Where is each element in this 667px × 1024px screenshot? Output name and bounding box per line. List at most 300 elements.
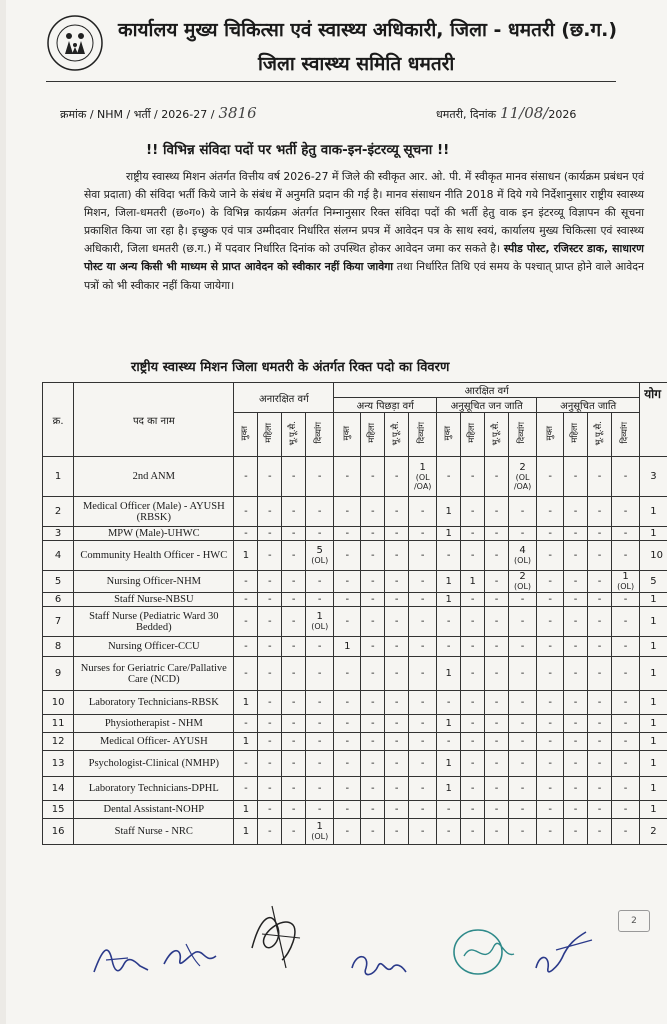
vacancy-cell: 1 xyxy=(461,571,485,593)
signature-4-icon xyxy=(346,944,412,986)
table-row xyxy=(43,571,667,593)
vacancy-cell: - xyxy=(385,691,409,715)
vacancy-cell: - xyxy=(588,571,612,593)
reference-handwritten-number: 3816 xyxy=(218,104,257,122)
row-post-name: 2nd ANM xyxy=(74,457,234,497)
vacancy-cell: - xyxy=(385,819,409,845)
vacancy-cell: - xyxy=(537,607,564,637)
vacancy-cell: - xyxy=(537,527,564,541)
vacancy-cell: - xyxy=(234,751,258,777)
row-total: 1 xyxy=(640,593,667,607)
vacancy-cell: - xyxy=(361,751,385,777)
row-serial: 15 xyxy=(43,801,74,819)
row-post-name: Nursing Officer-NHM xyxy=(74,571,234,593)
vacancy-cell: - xyxy=(258,777,282,801)
vacancy-cell: - xyxy=(385,497,409,527)
row-total: 10 xyxy=(640,541,667,571)
vacancy-cell: - xyxy=(334,541,361,571)
vacancy-cell: - xyxy=(282,527,306,541)
vacancy-count: 2 xyxy=(519,461,526,473)
vacancy-cell: - xyxy=(588,733,612,751)
row-total: 1 xyxy=(640,777,667,801)
vacancy-cell: - xyxy=(385,607,409,637)
vacancy-cell: - xyxy=(409,571,437,593)
vacancy-cell: - xyxy=(588,607,612,637)
vacancy-cell: - xyxy=(306,571,334,593)
vacancy-note: (OL) xyxy=(311,556,329,565)
vacancy-cell: - xyxy=(361,657,385,691)
vacancy-cell: - xyxy=(564,541,588,571)
row-serial: 7 xyxy=(43,607,74,637)
vacancy-cell: - xyxy=(564,691,588,715)
vacancy-cell: - xyxy=(588,497,612,527)
vacancy-cell: - xyxy=(461,527,485,541)
vacancy-cell: - xyxy=(509,715,537,733)
table-row xyxy=(43,751,667,777)
vacancy-cell: - xyxy=(461,691,485,715)
vacancy-note: (OL) xyxy=(514,556,532,565)
subcategory-label: महिला xyxy=(264,423,275,443)
col-header-unreserved: अनारक्षित वर्ग xyxy=(234,383,334,413)
vacancy-cell: - xyxy=(282,607,306,637)
vacancy-cell: - xyxy=(409,607,437,637)
row-total: 1 xyxy=(640,637,667,657)
vacancy-cell xyxy=(509,457,537,497)
vacancy-cell: - xyxy=(282,733,306,751)
subcategory-label: मुक्त xyxy=(544,425,555,441)
signature-6-icon xyxy=(526,922,606,986)
row-serial: 4 xyxy=(43,541,74,571)
office-subtitle: जिला स्वास्थ्य समिति धमतरी xyxy=(258,53,455,75)
vacancy-cell: - xyxy=(611,637,639,657)
subcategory-label: भू.पू.सै. xyxy=(391,420,402,446)
signature-3-icon xyxy=(242,898,312,978)
row-post-name: Nursing Officer-CCU xyxy=(74,637,234,657)
vacancy-cell: - xyxy=(385,777,409,801)
vacancy-cell: - xyxy=(361,777,385,801)
row-serial: 6 xyxy=(43,593,74,607)
date-handwritten: 11/08/ xyxy=(500,104,549,122)
subcategory-header xyxy=(461,413,485,457)
table-row xyxy=(43,657,667,691)
vacancy-cell: - xyxy=(409,657,437,691)
table-row xyxy=(43,593,667,607)
vacancy-cell: - xyxy=(588,657,612,691)
vacancy-cell: - xyxy=(234,527,258,541)
subcategory-label: महिला xyxy=(467,423,478,443)
row-post-name: Psychologist-Clinical (NMHP) xyxy=(74,751,234,777)
vacancy-cell: - xyxy=(334,751,361,777)
vacancy-cell: - xyxy=(282,457,306,497)
row-post-name: Medical Officer (Male) - AYUSH (RBSK) xyxy=(74,497,234,527)
vacancy-cell: - xyxy=(282,691,306,715)
vacancy-cell: - xyxy=(588,593,612,607)
body-text-start: राष्ट्रीय स्वास्थ्य मिशन अंतर्गत वित्तीय वर्ष 2026-27 में जिले की स्वीकृत आर. ओ. पी. में स्वीकृत मानव संसाधन (कार्यक्रम प्रबंधन एवं सेवा प्रदाता) की संविदा भर्ती किये जाने के संबंध में अनुमति प्रदान की गई है। मानव संसाधन नीति 2018 में दिये गये निर्देशानुसार राष्ट्रीय स्वास्थ्य मिशन, जिला-धमतरी (छ०ग०) के विभिन्न कार्यक्रम अंतर्गत निम्नानुसार रिक्त संविदा पदों की भर्ती हेतु वाक इन इंटरव्यू विज्ञापन की सूचना प्रकाशित किया जा रहा है। इच्छुक एवं पात्र उम्मीदवार निर्धारित संलग्न प्रपत्र में आवेदन पत्र के साथ स्वयं, कार्यालय मुख्य चिकित्सा एवं स्वास्थ्य अधिकारी, जिला धमतरी (छ.ग.) में पदवार निर्धारित दिनांक को उपस्थित होकर आवेदन जमा कर सकते है। xyxy=(84,170,644,256)
vacancy-cell: - xyxy=(385,801,409,819)
row-serial: 2 xyxy=(43,497,74,527)
row-total: 1 xyxy=(640,691,667,715)
subcategory-header xyxy=(361,413,385,457)
vacancy-cell: - xyxy=(588,819,612,845)
vacancy-cell: - xyxy=(588,751,612,777)
subcategory-header xyxy=(258,413,282,457)
vacancy-cell: - xyxy=(258,819,282,845)
vacancy-cell: - xyxy=(234,457,258,497)
row-serial: 9 xyxy=(43,657,74,691)
vacancy-table xyxy=(42,382,667,845)
vacancy-cell: - xyxy=(409,593,437,607)
vacancy-cell: - xyxy=(461,733,485,751)
vacancy-cell: - xyxy=(409,541,437,571)
vacancy-cell: - xyxy=(437,801,461,819)
vacancy-cell: - xyxy=(537,637,564,657)
subcategory-header xyxy=(306,413,334,457)
row-total: 1 xyxy=(640,527,667,541)
vacancy-cell: - xyxy=(461,715,485,733)
vacancy-note: (OL) xyxy=(514,582,532,591)
vacancy-cell: - xyxy=(537,801,564,819)
vacancy-cell: - xyxy=(282,571,306,593)
subcategory-label: मुक्त xyxy=(443,425,454,441)
subcategory-header xyxy=(485,413,509,457)
vacancy-cell: - xyxy=(361,607,385,637)
subcategory-header xyxy=(588,413,612,457)
vacancy-cell: - xyxy=(361,593,385,607)
vacancy-cell: - xyxy=(258,657,282,691)
vacancy-cell: - xyxy=(564,801,588,819)
vacancy-cell: - xyxy=(437,457,461,497)
vacancy-cell: - xyxy=(258,457,282,497)
row-serial: 1 xyxy=(43,457,74,497)
vacancy-cell: - xyxy=(234,637,258,657)
vacancy-cell: - xyxy=(409,733,437,751)
date-year: 2026 xyxy=(548,108,577,121)
vacancy-cell: - xyxy=(437,819,461,845)
vacancy-cell: - xyxy=(461,607,485,637)
page-number: 2 xyxy=(618,910,650,932)
subcategory-header xyxy=(409,413,437,457)
vacancy-cell: - xyxy=(485,593,509,607)
vacancy-cell: - xyxy=(485,801,509,819)
subcategory-label: मुक्त xyxy=(240,425,251,441)
vacancy-cell: - xyxy=(611,733,639,751)
vacancy-count: 1 xyxy=(316,611,323,622)
row-total: 1 xyxy=(640,607,667,637)
vacancy-cell: - xyxy=(461,457,485,497)
row-post-name: MPW (Male)-UHWC xyxy=(74,527,234,541)
vacancy-cell: - xyxy=(385,715,409,733)
subcategory-header xyxy=(334,413,361,457)
vacancy-cell: - xyxy=(234,593,258,607)
signature-2-icon xyxy=(156,930,226,980)
subcategory-label: दिव्यांग xyxy=(517,422,528,444)
vacancy-cell: - xyxy=(437,691,461,715)
vacancy-cell: - xyxy=(611,715,639,733)
vacancy-cell: - xyxy=(509,637,537,657)
vacancy-cell: - xyxy=(334,593,361,607)
table-row xyxy=(43,607,667,637)
vacancy-cell: - xyxy=(334,527,361,541)
row-total: 1 xyxy=(640,497,667,527)
vacancy-cell: - xyxy=(485,819,509,845)
vacancy-cell: - xyxy=(258,751,282,777)
body-text-bold: स्पीड पोस्ट, रजिस्टर डाक, साधारण पोस्ट या अन्य किसी भी माध्यम से प्राप्त आवेदन को स्वीकार नहीं किया जावेगा xyxy=(84,242,644,274)
vacancy-count: 1 xyxy=(316,821,323,832)
vacancy-cell: - xyxy=(611,819,639,845)
vacancy-cell: - xyxy=(258,733,282,751)
vacancy-cell: - xyxy=(611,777,639,801)
vacancy-cell: - xyxy=(485,637,509,657)
body-text-end: तथा निर्धारित तिथि एवं समय के पश्चात् प्राप्त होने वाले आवेदन पत्रों को भी स्वीकार नहीं किया जायेगा। xyxy=(84,260,644,292)
vacancy-cell: - xyxy=(361,457,385,497)
row-total: 1 xyxy=(640,657,667,691)
vacancy-cell: - xyxy=(234,777,258,801)
subcategory-header xyxy=(234,413,258,457)
vacancy-cell: 1 xyxy=(437,751,461,777)
vacancy-cell: - xyxy=(409,497,437,527)
row-serial: 12 xyxy=(43,733,74,751)
vacancy-cell: - xyxy=(461,777,485,801)
vacancy-cell xyxy=(509,571,537,593)
vacancy-cell: - xyxy=(611,457,639,497)
vacancy-cell xyxy=(611,571,639,593)
row-post-name: Laboratory Technicians-RBSK xyxy=(74,691,234,715)
subcategory-label: भू.पू.सै. xyxy=(594,420,605,446)
nrhm-logo-icon xyxy=(46,14,104,72)
table-row xyxy=(43,819,667,845)
vacancy-cell: - xyxy=(485,777,509,801)
vacancy-cell: - xyxy=(509,819,537,845)
row-serial: 13 xyxy=(43,751,74,777)
vacancy-cell: - xyxy=(509,657,537,691)
vacancy-cell: - xyxy=(588,777,612,801)
vacancy-cell: - xyxy=(537,819,564,845)
table-row xyxy=(43,527,667,541)
table-row xyxy=(43,691,667,715)
vacancy-cell: - xyxy=(564,571,588,593)
vacancy-cell: - xyxy=(611,691,639,715)
vacancy-cell: - xyxy=(385,571,409,593)
vacancy-cell: - xyxy=(611,527,639,541)
row-post-name: Staff Nurse (Pediatric Ward 30 Bedded) xyxy=(74,607,234,637)
vacancy-cell: - xyxy=(564,733,588,751)
vacancy-cell: - xyxy=(611,593,639,607)
row-total: 2 xyxy=(640,819,667,845)
vacancy-cell: 1 xyxy=(234,733,258,751)
vacancy-cell: - xyxy=(306,801,334,819)
col-header-sc: अनुसूचित जाति xyxy=(537,398,640,413)
vacancy-note: (OL) xyxy=(311,622,329,631)
vacancy-cell xyxy=(306,607,334,637)
row-total: 1 xyxy=(640,801,667,819)
vacancy-cell: - xyxy=(409,819,437,845)
vacancy-cell: - xyxy=(537,751,564,777)
vacancy-cell: - xyxy=(537,733,564,751)
vacancy-cell: - xyxy=(509,801,537,819)
vacancy-cell: 1 xyxy=(437,497,461,527)
vacancy-cell: - xyxy=(334,691,361,715)
table-title: राष्ट्रीय स्वास्थ्य मिशन जिला धमतरी के अंतर्गत रिक्त पदो का विवरण xyxy=(131,360,450,375)
subcategory-header xyxy=(385,413,409,457)
vacancy-cell xyxy=(306,541,334,571)
subcategory-label: महिला xyxy=(570,423,581,443)
subcategory-header xyxy=(437,413,461,457)
vacancy-cell: - xyxy=(306,527,334,541)
vacancy-cell: - xyxy=(564,497,588,527)
subcategory-header xyxy=(282,413,306,457)
vacancy-cell: - xyxy=(509,527,537,541)
row-post-name: Dental Assistant-NOHP xyxy=(74,801,234,819)
vacancy-cell: 1 xyxy=(437,593,461,607)
vacancy-cell: 1 xyxy=(334,637,361,657)
vacancy-cell: - xyxy=(385,637,409,657)
vacancy-cell: - xyxy=(485,715,509,733)
vacancy-cell: - xyxy=(334,819,361,845)
document-page xyxy=(6,0,667,1024)
vacancy-cell: - xyxy=(258,715,282,733)
row-post-name: Community Health Officer - HWC xyxy=(74,541,234,571)
notice-title: !! विभिन्न संविदा पदों पर भर्ती हेतु वाक-इन-इंटरव्यू सूचना !! xyxy=(146,142,450,158)
vacancy-cell: 1 xyxy=(437,715,461,733)
vacancy-cell: - xyxy=(361,801,385,819)
vacancy-cell: - xyxy=(564,593,588,607)
col-header-post: पद का नाम xyxy=(74,383,234,457)
vacancy-cell: 1 xyxy=(234,541,258,571)
vacancy-cell: - xyxy=(588,801,612,819)
vacancy-cell: - xyxy=(361,715,385,733)
vacancy-cell: - xyxy=(537,593,564,607)
vacancy-cell: - xyxy=(409,751,437,777)
vacancy-cell: - xyxy=(485,571,509,593)
vacancy-cell: - xyxy=(588,715,612,733)
vacancy-cell: - xyxy=(385,457,409,497)
vacancy-cell: - xyxy=(258,607,282,637)
table-row xyxy=(43,715,667,733)
vacancy-cell: - xyxy=(461,657,485,691)
vacancy-cell: - xyxy=(258,593,282,607)
col-header-st: अनुसूचित जन जाति xyxy=(437,398,537,413)
vacancy-cell: - xyxy=(282,593,306,607)
office-title: कार्यालय मुख्य चिकित्सा एवं स्वास्थ्य अधिकारी, जिला - धमतरी (छ.ग.) xyxy=(118,19,618,41)
vacancy-cell: - xyxy=(306,777,334,801)
vacancy-cell: - xyxy=(409,527,437,541)
vacancy-count: 1 xyxy=(419,461,426,473)
vacancy-note: (OL /OA) xyxy=(413,472,432,491)
vacancy-cell: - xyxy=(461,819,485,845)
vacancy-cell: 1 xyxy=(234,691,258,715)
vacancy-cell: 1 xyxy=(437,657,461,691)
vacancy-cell: - xyxy=(258,637,282,657)
vacancy-cell: - xyxy=(564,457,588,497)
subcategory-label: दिव्यांग xyxy=(314,422,325,444)
vacancy-cell: - xyxy=(282,497,306,527)
vacancy-cell: - xyxy=(282,819,306,845)
vacancy-cell: - xyxy=(282,657,306,691)
vacancy-cell: - xyxy=(588,527,612,541)
vacancy-cell xyxy=(306,819,334,845)
vacancy-cell: - xyxy=(509,777,537,801)
vacancy-cell: 1 xyxy=(437,527,461,541)
vacancy-cell: - xyxy=(334,733,361,751)
vacancy-cell: - xyxy=(334,457,361,497)
vacancy-cell: - xyxy=(258,527,282,541)
row-serial: 10 xyxy=(43,691,74,715)
vacancy-cell: - xyxy=(485,607,509,637)
vacancy-cell: - xyxy=(361,819,385,845)
reference-label: क्रमांक / NHM / भर्ती / 2026-27 / xyxy=(60,108,215,121)
subcategory-label: भू.पू.सै. xyxy=(491,420,502,446)
vacancy-cell: - xyxy=(437,541,461,571)
vacancy-cell: - xyxy=(361,733,385,751)
row-serial: 16 xyxy=(43,819,74,845)
row-post-name: Physiotherapist - NHM xyxy=(74,715,234,733)
row-post-name: Medical Officer- AYUSH xyxy=(74,733,234,751)
col-header-obc: अन्य पिछड़ा वर्ग xyxy=(334,398,437,413)
subcategory-header xyxy=(564,413,588,457)
subcategory-label: मुक्त xyxy=(341,425,352,441)
vacancy-cell: - xyxy=(461,751,485,777)
vacancy-cell: - xyxy=(564,657,588,691)
vacancy-cell: - xyxy=(485,457,509,497)
vacancy-cell: - xyxy=(485,527,509,541)
vacancy-cell: - xyxy=(509,733,537,751)
vacancy-cell: - xyxy=(537,571,564,593)
vacancy-cell: - xyxy=(437,733,461,751)
vacancy-count: 4 xyxy=(519,545,526,556)
vacancy-cell: - xyxy=(509,751,537,777)
vacancy-cell: - xyxy=(306,715,334,733)
vacancy-cell: - xyxy=(334,607,361,637)
table-row xyxy=(43,801,667,819)
vacancy-cell: - xyxy=(588,457,612,497)
vacancy-cell: - xyxy=(361,541,385,571)
vacancy-cell: - xyxy=(306,637,334,657)
row-total: 1 xyxy=(640,715,667,733)
vacancy-cell: - xyxy=(537,777,564,801)
vacancy-cell: - xyxy=(361,497,385,527)
row-serial: 14 xyxy=(43,777,74,801)
vacancy-cell: - xyxy=(385,541,409,571)
vacancy-cell: - xyxy=(306,593,334,607)
vacancy-cell: - xyxy=(258,691,282,715)
vacancy-cell: - xyxy=(564,527,588,541)
vacancy-cell: - xyxy=(409,715,437,733)
vacancy-cell: - xyxy=(485,751,509,777)
vacancy-count: 5 xyxy=(316,545,323,556)
table-row xyxy=(43,497,667,527)
vacancy-cell: - xyxy=(306,733,334,751)
vacancy-note: (OL) xyxy=(311,832,329,841)
vacancy-cell: - xyxy=(258,541,282,571)
vacancy-cell: - xyxy=(409,637,437,657)
vacancy-cell: - xyxy=(258,497,282,527)
vacancy-count: 2 xyxy=(519,571,526,582)
vacancy-cell: - xyxy=(485,541,509,571)
vacancy-cell: - xyxy=(461,497,485,527)
vacancy-table-body xyxy=(43,457,667,845)
vacancy-cell: - xyxy=(611,801,639,819)
date-label: धमतरी, दिनांक xyxy=(436,108,497,121)
vacancy-cell: 1 xyxy=(234,801,258,819)
col-header-reserved: आरक्षित वर्ग xyxy=(334,383,640,398)
vacancy-cell: - xyxy=(509,497,537,527)
row-total: 5 xyxy=(640,571,667,593)
vacancy-cell: - xyxy=(306,691,334,715)
signature-1-icon xyxy=(88,930,160,986)
subcategory-label: दिव्यांग xyxy=(620,422,631,444)
vacancy-cell: - xyxy=(409,777,437,801)
vacancy-cell: - xyxy=(485,657,509,691)
